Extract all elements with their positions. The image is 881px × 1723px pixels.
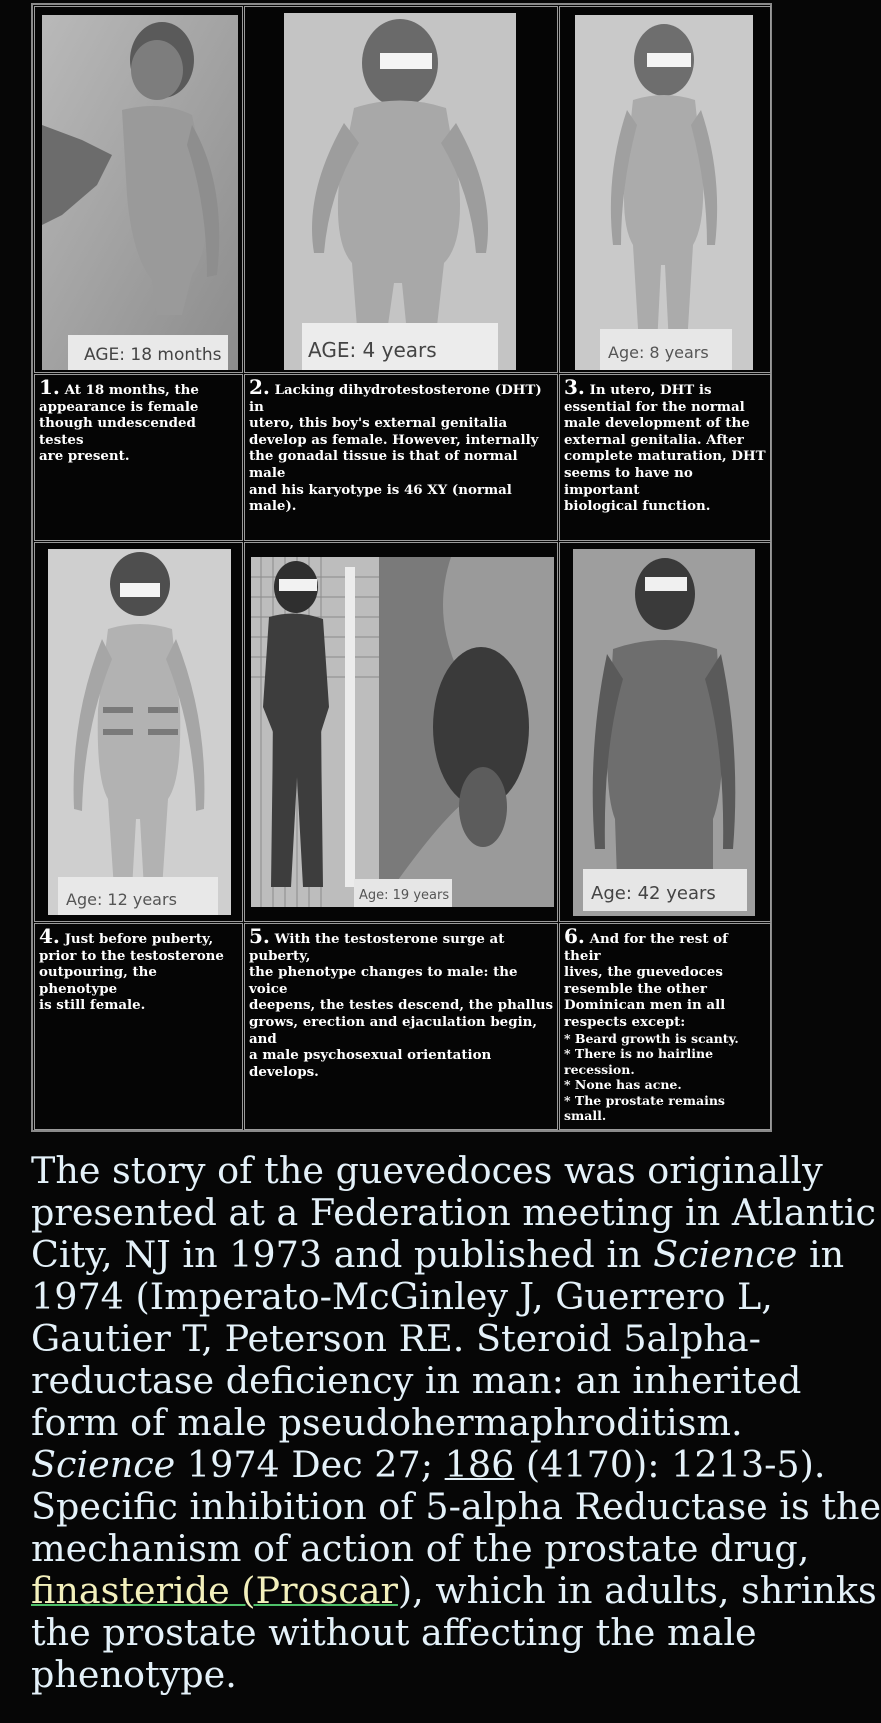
finasteride-link[interactable]: finasteride ( — [31, 1569, 256, 1612]
caption-number: 1. — [39, 375, 60, 399]
volume-link[interactable]: 186 — [444, 1443, 515, 1486]
photo-label-3: Age: 8 years — [608, 343, 709, 362]
caption-number: 6. — [564, 924, 585, 948]
caption-number: 2. — [249, 375, 270, 399]
caption-5: 5. With the testosterone surge at puberty, the phenotype changes to male: the voice deepens, the testes descend, the phallus grows, erection and ejaculation begin, and a male psychosexual orientation develops. — [249, 924, 553, 1080]
caption-2: 2. Lacking dihydrotestosterone (DHT) in utero, this boy's external genitalia develop as female. However, internally the gonadal tissue is that of normal male and his karyotype is 46 XY (normal male). — [249, 375, 542, 515]
photo-cell-6 — [559, 542, 771, 922]
photo-label-2: AGE: 4 years — [308, 338, 437, 362]
photo-cell-4 — [34, 542, 243, 922]
photo-label-6: Age: 42 years — [591, 883, 716, 904]
caption-cell-2 — [244, 374, 558, 541]
caption-number: 5. — [249, 924, 270, 948]
photo-12-years — [48, 549, 231, 915]
photo-cell-3 — [559, 6, 771, 373]
photo-8-years — [575, 15, 753, 370]
photo-19-years — [251, 557, 554, 907]
photo-4-years — [284, 13, 516, 370]
caption-cell-5 — [244, 923, 558, 1130]
caption-cell-3 — [559, 374, 771, 541]
caption-cell-6 — [559, 923, 771, 1130]
photo-18-months — [42, 15, 238, 370]
caption-cell-1 — [34, 374, 243, 541]
photo-label-1: AGE: 18 months — [84, 345, 222, 365]
photo-42-years — [573, 549, 755, 916]
article-paragraph: The story of the guevedoces was originally presented at a Federation meeting in Atlantic City, NJ in 1973 and published in Science in 1974 (Imperato-McGinley J, Guerrero L, Gautier T, Peterson RE. Steroid 5alpha- reductase deficiency in man: an inherited form of male pseudohermaphroditism. Science 1974 Dec 27; 186 (4170): 1213-5). Specific inhibition of 5-alpha Reductase is the mechanism of action of the prostate drug, finasteride (Proscar), which in adults, shrinks the prostate without affecting the male phenotype. — [31, 1149, 881, 1696]
proscar-link[interactable]: Proscar — [255, 1569, 398, 1612]
photo-cell-5 — [244, 542, 558, 922]
photo-grid — [31, 3, 772, 1132]
caption-6: 6. And for the rest of their lives, the guevedoces resemble the other Dominican men in all respects except: * Beard growth is scanty. * There is no hairline recession. * None has acne. * The prostate remains small. — [564, 924, 739, 1124]
caption-number: 4. — [39, 924, 60, 948]
caption-number: 3. — [564, 375, 585, 399]
photo-cell-1 — [34, 6, 243, 373]
caption-1: 1. At 18 months, the appearance is female though undescended testes are present. — [39, 375, 199, 465]
photo-label-5: Age: 19 years — [359, 888, 450, 903]
caption-3: 3. In utero, DHT is essential for the normal male development of the external genitalia. After complete maturation, DHT seems to have no important biological function. — [564, 375, 766, 515]
photo-label-4: Age: 12 years — [66, 890, 177, 909]
journal-title: Science — [31, 1443, 176, 1486]
caption-cell-4 — [34, 923, 243, 1130]
journal-title: Science — [653, 1233, 798, 1276]
photo-cell-2 — [244, 6, 558, 373]
caption-4: 4. Just before puberty, prior to the testosterone outpouring, the phenotype is still female. — [39, 924, 224, 1014]
